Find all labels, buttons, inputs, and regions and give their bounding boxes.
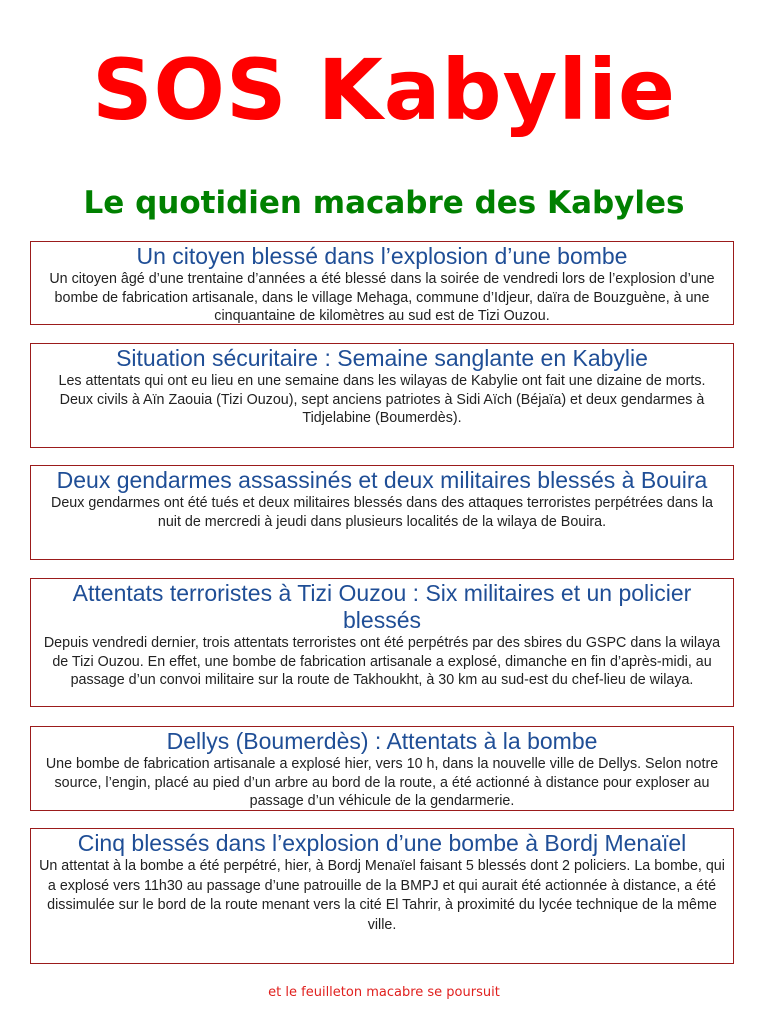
article-body: Les attentats qui ont eu lieu en une semaine dans les wilayas de Kabylie ont fait une dizaine de morts. [58,373,706,389]
article-body: Un attentat à la bombe a été perpétré, hier, à Bordj Menaïel faisant 5 blessés dont 2 policiers. La bombe, qui a explosé vers 11h30 au passage d’une patrouille de la BMPJ et qui aurait été actionnée à distance, a été dissimulée sur le bord de la route menant vers la cité El Tahrir, à proximité du lycée technique de la même ville. [39,858,725,933]
article-box [30,828,734,964]
article-body: Un citoyen âgé d’une trentaine d’années a été blessé dans la soirée de vendredi lors de l’explosion d’une bombe de fabrication artisanale, dans le village Mehaga, commune d’Idjeur, daïra de Bouzguène, à une cinquantaine de kilomètres au sud est de Tizi Ouzou. [49,271,715,324]
article-headline: Attentats terroristes à Tizi Ouzou : Six militaires et un policier blessés [72,580,692,633]
article-box [30,465,734,560]
article-headline: Dellys (Boumerdès) : Attentats à la bombe [166,728,598,754]
article-body: Depuis vendredi dernier, trois attentats terroristes ont été perpétrés par des sbires du GSPC dans la wilaya de Tizi Ouzou. En effet, une bombe de fabrication artisanale a explosé, dimanche en fin d’après-midi, au passage d’un convoi militaire sur la route de Takhoukht, à 30 km au sud-est du chef-lieu de wilaya. [43,635,721,688]
article-box [30,578,734,707]
article-headline: Cinq blessés dans l’explosion d’une bombe à Bordj Menaïel [77,830,687,856]
page-title: SOS Kabylie [92,41,676,139]
page-subtitle: Le quotidien macabre des Kabyles [83,185,685,221]
article-body: Une bombe de fabrication artisanale a explosé hier, vers 10 h, dans la nouvelle ville de Dellys. Selon notre source, l’engin, placé au pied d’un arbre au bord de la route, a été actionné à distance pour exploser au passage d’un véhicule de la gendarmerie. [45,756,719,809]
article-box [30,343,734,448]
article-box [30,241,734,325]
article-body-continued: Deux civils à Aïn Zaouia (Tizi Ouzou), sept anciens patriotes à Sidi Aïch (Béjaïa) et deux gendarmes à Tidjelabine (Boumerdès). [59,391,705,426]
article-box [30,726,734,811]
article-headline: Deux gendarmes assassinés et deux militaires blessés à Bouira [56,467,708,493]
article-body: Deux gendarmes ont été tués et deux militaires blessés dans des attaques terroristes perpétrées dans la nuit de mercredi à jeudi dans plusieurs localités de la wilaya de Bouira. [51,495,713,530]
footer-note: et le feuilleton macabre se poursuit [268,985,500,1000]
article-headline: Un citoyen blessé dans l’explosion d’une bombe [136,243,628,269]
article-headline: Situation sécuritaire : Semaine sanglante en Kabylie [116,345,648,371]
